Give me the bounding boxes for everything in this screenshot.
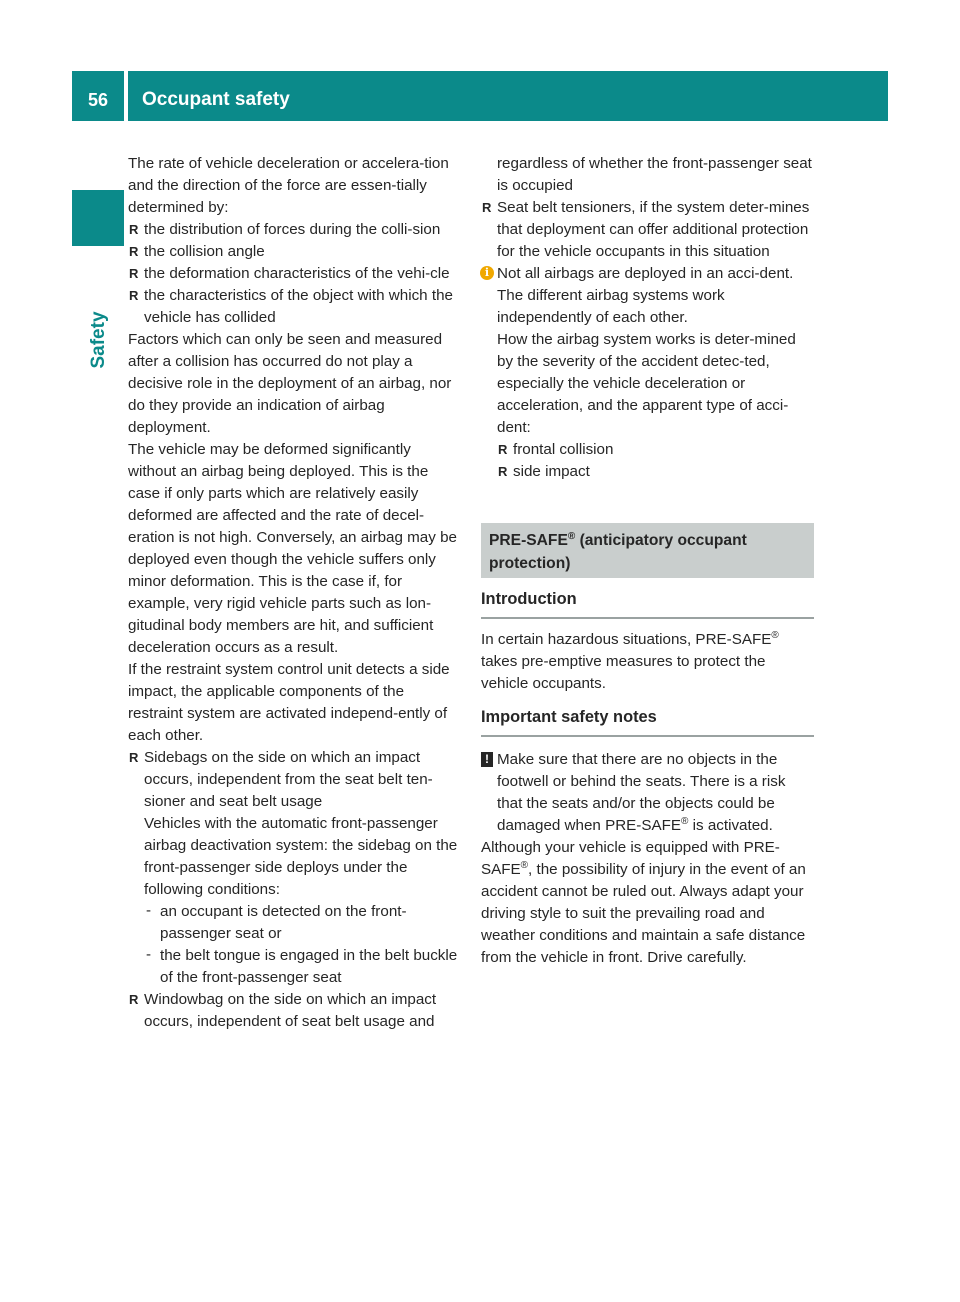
intro-paragraph: The rate of vehicle deceleration or accelera-tion and the direction of the force are essen-tially determined by: (128, 155, 449, 216)
warning-note: ! Make sure that there are no objects in the footwell or behind the seats. There is a risk that the seats and/or the objects could be damaged when PRE-SAFE® is activated. (481, 749, 814, 837)
right-column (481, 153, 814, 969)
component-list (128, 747, 461, 1033)
info-icon: i (480, 266, 494, 280)
sidebag-note: Vehicles with the automatic front-passenger airbag deactivation system: the sidebag on the front-passenger side deploys under the following conditions: (144, 815, 458, 898)
dash-icon: - (146, 946, 152, 963)
registered-mark: ® (681, 815, 689, 827)
page-number: 56 (72, 71, 124, 121)
closing-paragraph: Although your vehicle is equipped with PRE-SAFE®, the possibility of injury in the event of an accident cannot be ruled out. Always adapt your driving style to suit the prevailing road and weather conditions and maintain a safe distance from the vehicle in front. Drive carefully. (481, 839, 806, 966)
paragraph: If the restraint system control unit detects a side impact, the applicable components of the restraint system are activated independ-ently of each other. (128, 661, 450, 744)
dash-icon: - (146, 902, 152, 919)
list-item: R the collision angle (128, 241, 461, 263)
bullet-icon: R (498, 442, 508, 457)
registered-mark: ® (771, 629, 779, 641)
registered-mark: ® (567, 530, 576, 542)
component-list-cont (481, 197, 814, 263)
registered-mark: ® (520, 859, 529, 871)
list-item: R the characteristics of the object with which the vehicle has collided (129, 287, 453, 326)
list-item: R Seat belt tensioners, if the system deter-mines that deployment can offer additional protection for the vehicle occupants in this situation (482, 199, 810, 260)
paragraph: The vehicle may be deformed significantly without an airbag being deployed. This is the case if only parts which are relatively easily deformed are affected and the rate of decel-eration is not high. Conversely, an airbag may be deployed even though the vehicle suffers only minor deformation. This is the case if, for example, very rigid vehicle parts such as lon-gitudinal body members are hit, and sufficient deceleration occurs as a result. (128, 441, 457, 656)
bullet-icon: R (129, 244, 139, 259)
sidebar-label: Safety (88, 311, 109, 369)
sidebar-tab (72, 190, 124, 246)
list-item: R the deformation characteristics of the vehi-cle (128, 263, 461, 285)
intro-text: In certain hazardous situations, PRE-SAFE® takes pre-emptive measures to protect the vehicle occupants. (481, 629, 779, 692)
section-heading-box: PRE-SAFE® (anticipatory occupant protection) (481, 523, 814, 578)
list-item: R the distribution of forces during the colli-sion (128, 219, 461, 241)
subheading-introduction: Introduction (481, 588, 814, 619)
section-title: Occupant safety (128, 71, 888, 121)
bullet-icon: R (498, 464, 508, 479)
bullet-icon: R (129, 992, 139, 1007)
left-column (128, 153, 461, 1033)
list-item: R side impact (497, 461, 814, 483)
subheading-safety-notes: Important safety notes (481, 706, 814, 737)
page-header (72, 71, 888, 121)
list-item: - an occupant is detected on the front-passenger seat or (146, 902, 407, 942)
bullet-icon: R (129, 750, 139, 765)
list-item: R Sidebags on the side on which an impact occurs, independent from the seat belt ten-sioner and seat belt usage Vehicles with the automatic front-passenger airbag deactivation system: the sidebag on the front-passenger side deploys under the following conditions: - an occupant is detected on the front-passenger seat or - the belt tongue is engaged in the belt buckle of the front-passenger seat (128, 747, 461, 989)
list-item: R Windowbag on the side on which an impact occurs, independent of seat belt usage and (129, 991, 437, 1030)
factor-list (128, 219, 461, 329)
info-note: i Not all airbags are deployed in an acci-dent. The different airbag systems work independently of each other. How the airbag system works is deter-mined by the severity of the accident detec-ted, especially the vehicle deceleration or acceleration, and the apparent type of acci-dent: R frontal collision R side impact (481, 263, 814, 483)
list-item: - the belt tongue is engaged in the belt buckle of the front-passenger seat (146, 946, 458, 986)
bullet-icon: R (129, 222, 139, 237)
bullet-icon: R (482, 200, 492, 215)
paragraph: Factors which can only be seen and measured after a collision has occurred do not play a decisive role in the deployment of an airbag, nor do they provide an indication of airbag deployment. (128, 331, 452, 436)
continued-text: regardless of whether the front-passenger seat is occupied (497, 155, 812, 194)
bullet-icon: R (129, 288, 139, 303)
bullet-icon: R (129, 266, 139, 281)
condition-list (144, 901, 461, 989)
accident-type-list (497, 439, 814, 483)
list-item: R frontal collision (497, 439, 814, 461)
warning-icon: ! (481, 752, 493, 767)
